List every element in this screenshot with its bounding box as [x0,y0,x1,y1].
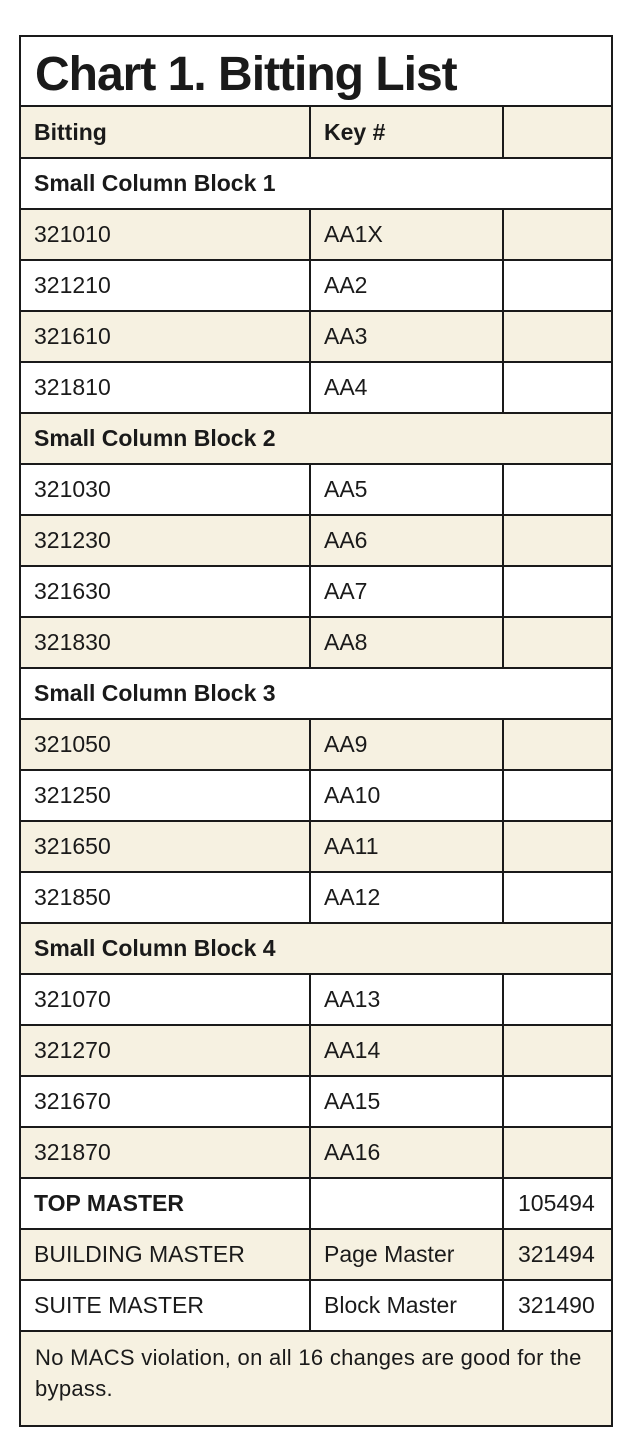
extra-cell [503,1076,611,1127]
master-row-building [21,1229,611,1280]
key-cell: AA6 [310,515,503,566]
bitting-cell: 321010 [21,209,310,260]
section-row [21,413,611,464]
bitting-cell: 321870 [21,1127,310,1178]
key-cell: AA3 [310,311,503,362]
table-row [21,974,611,1025]
extra-cell [503,974,611,1025]
bitting-cell: 321610 [21,311,310,362]
table-row [21,260,611,311]
master-row-top [21,1178,611,1229]
extra-cell [503,464,611,515]
extra-cell [503,209,611,260]
extra-cell [503,260,611,311]
note-row [21,1331,611,1425]
bitting-cell: 321210 [21,260,310,311]
table-row [21,770,611,821]
bitting-cell: 321650 [21,821,310,872]
section-row [21,668,611,719]
header-extra [503,107,611,158]
chart-title: Chart 1. Bitting List [21,37,611,107]
key-cell: AA10 [310,770,503,821]
master-row-suite [21,1280,611,1331]
table-row [21,1127,611,1178]
extra-cell [503,566,611,617]
section-label: Small Column Block 4 [21,923,611,974]
key-cell: AA4 [310,362,503,413]
key-cell: AA2 [310,260,503,311]
master-value: 105494 [503,1178,611,1229]
table-row [21,1076,611,1127]
footnote: No MACS violation, on all 16 changes are good for the bypass. [21,1331,611,1425]
extra-cell [503,1127,611,1178]
bitting-cell: 321630 [21,566,310,617]
master-alias: Page Master [310,1229,503,1280]
master-alias [310,1178,503,1229]
table-row [21,566,611,617]
bitting-cell: 321230 [21,515,310,566]
bitting-cell: 321030 [21,464,310,515]
extra-cell [503,872,611,923]
bitting-cell: 321670 [21,1076,310,1127]
key-cell: AA15 [310,1076,503,1127]
extra-cell [503,311,611,362]
key-cell: AA5 [310,464,503,515]
bitting-table [21,107,611,1425]
table-row [21,872,611,923]
extra-cell [503,515,611,566]
extra-cell [503,719,611,770]
key-cell: AA9 [310,719,503,770]
extra-cell [503,1025,611,1076]
table-row [21,515,611,566]
extra-cell [503,770,611,821]
extra-cell [503,821,611,872]
section-label: Small Column Block 1 [21,158,611,209]
table-row [21,821,611,872]
key-cell: AA8 [310,617,503,668]
bitting-cell: 321070 [21,974,310,1025]
master-name: SUITE MASTER [21,1280,310,1331]
header-key: Key # [310,107,503,158]
key-cell: AA13 [310,974,503,1025]
key-cell: AA7 [310,566,503,617]
master-alias: Block Master [310,1280,503,1331]
key-cell: AA12 [310,872,503,923]
key-cell: AA16 [310,1127,503,1178]
table-row [21,311,611,362]
key-cell: AA14 [310,1025,503,1076]
header-row [21,107,611,158]
extra-cell [503,362,611,413]
header-bitting: Bitting [21,107,310,158]
bitting-cell: 321830 [21,617,310,668]
extra-cell [503,617,611,668]
bitting-chart [19,35,613,1427]
table-row [21,1025,611,1076]
master-name: TOP MASTER [21,1178,310,1229]
bitting-cell: 321270 [21,1025,310,1076]
section-label: Small Column Block 3 [21,668,611,719]
bitting-cell: 321250 [21,770,310,821]
bitting-cell: 321050 [21,719,310,770]
section-label: Small Column Block 2 [21,413,611,464]
master-name: BUILDING MASTER [21,1229,310,1280]
section-row [21,158,611,209]
master-value: 321494 [503,1229,611,1280]
bitting-cell: 321810 [21,362,310,413]
table-row [21,617,611,668]
table-row [21,209,611,260]
key-cell: AA1X [310,209,503,260]
table-row [21,719,611,770]
table-row [21,362,611,413]
bitting-cell: 321850 [21,872,310,923]
key-cell: AA11 [310,821,503,872]
table-row [21,464,611,515]
master-value: 321490 [503,1280,611,1331]
section-row [21,923,611,974]
